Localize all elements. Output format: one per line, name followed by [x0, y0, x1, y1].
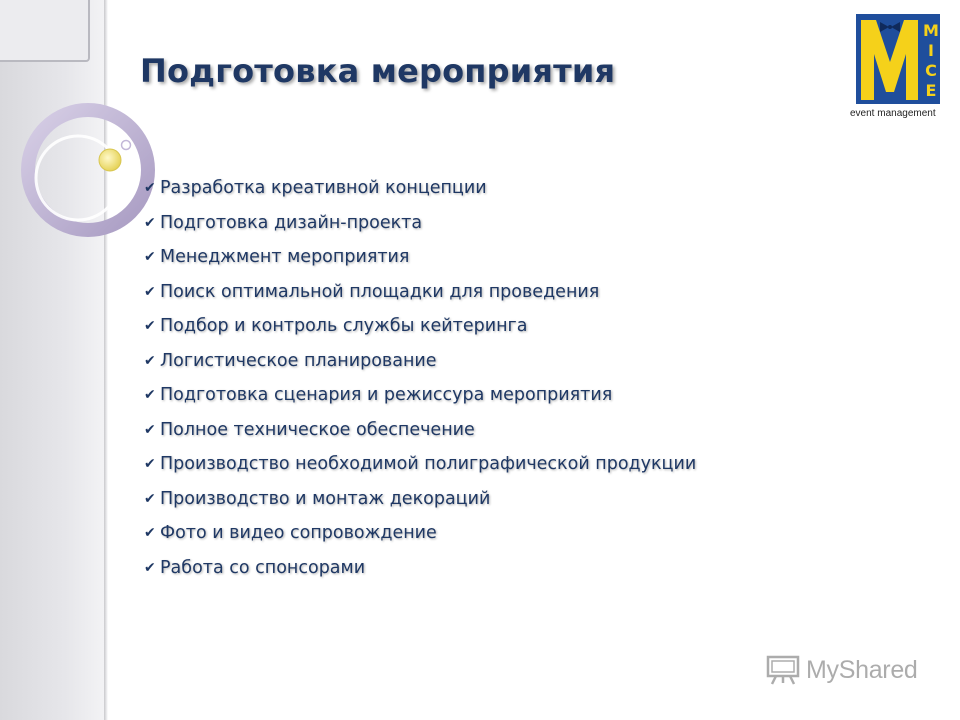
- checkmark-icon: ✔: [144, 421, 156, 438]
- slide-title: Подготовка мероприятия: [140, 52, 616, 90]
- large-ring: [28, 110, 148, 230]
- small-ring: [122, 141, 131, 150]
- checkmark-icon: ✔: [144, 456, 156, 473]
- list-item: [144, 240, 696, 275]
- list-item: [144, 309, 696, 344]
- checkmark-icon: ✔: [144, 180, 156, 197]
- list-item-label: Логистическое планирование: [160, 350, 437, 371]
- list-item-label: Подготовка сценария и режиссура мероприятия: [160, 385, 613, 406]
- list-item: [144, 344, 696, 379]
- list-item: [144, 413, 696, 448]
- list-item: [144, 516, 696, 551]
- checkmark-icon: ✔: [144, 249, 156, 266]
- list-item-label: Подбор и контроль службы кейтеринга: [160, 316, 528, 337]
- services-list: [144, 171, 696, 585]
- list-item-label: Полное техническое обеспечение: [160, 419, 475, 440]
- list-item-label: Менеджмент мероприятия: [160, 247, 410, 268]
- svg-text:C: C: [925, 61, 937, 80]
- medium-ring: [36, 136, 120, 220]
- list-item: [144, 206, 696, 241]
- list-item: [144, 551, 696, 586]
- myshared-watermark: [766, 655, 918, 685]
- checkmark-icon: ✔: [144, 214, 156, 231]
- list-item: [144, 378, 696, 413]
- watermark-text: MyShared: [806, 655, 918, 684]
- list-item-label: Разработка креативной концепции: [160, 178, 487, 199]
- mice-logo: [856, 14, 940, 104]
- checkmark-icon: ✔: [144, 559, 156, 576]
- checkmark-icon: ✔: [144, 352, 156, 369]
- list-item-label: Работа со спонсорами: [160, 557, 366, 578]
- list-item: [144, 275, 696, 310]
- checkmark-icon: ✔: [144, 525, 156, 542]
- list-item: [144, 447, 696, 482]
- list-item: [144, 482, 696, 517]
- svg-text:E: E: [925, 81, 937, 100]
- svg-text:M: M: [923, 21, 939, 40]
- list-item-label: Фото и видео сопровождение: [160, 523, 437, 544]
- list-item-label: Поиск оптимальной площадки для проведения: [160, 281, 600, 302]
- logo-caption: event management: [850, 108, 936, 119]
- checkmark-icon: ✔: [144, 283, 156, 300]
- checkmark-icon: ✔: [144, 387, 156, 404]
- svg-text:I: I: [928, 41, 934, 60]
- checkmark-icon: ✔: [144, 318, 156, 335]
- checkmark-icon: ✔: [144, 490, 156, 507]
- list-item: [144, 171, 696, 206]
- decor-circles: [0, 0, 160, 260]
- yellow-dot: [99, 149, 121, 171]
- presentation-icon: [766, 655, 800, 685]
- list-item-label: Производство необходимой полиграфической продукции: [160, 454, 697, 475]
- list-item-label: Подготовка дизайн-проекта: [160, 212, 423, 233]
- list-item-label: Производство и монтаж декораций: [160, 488, 491, 509]
